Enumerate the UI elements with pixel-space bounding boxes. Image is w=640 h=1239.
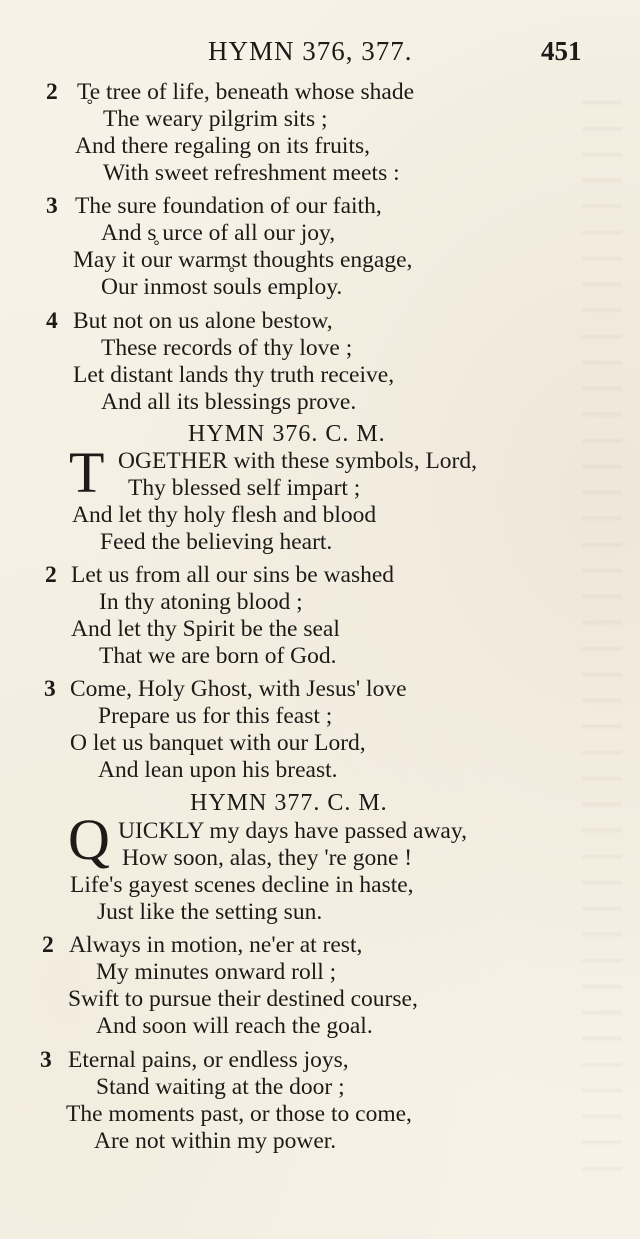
running-title: HYMN 376, 377. — [208, 36, 413, 66]
drop-cap: Q — [68, 807, 110, 872]
bleed-through-texture — [582, 80, 622, 1180]
verse-line: In thy atoning blood ; — [99, 589, 303, 615]
verse-line: And soon will reach the goal. — [96, 1013, 373, 1039]
verse-line: Come, Holy Ghost, with Jesus' love — [70, 676, 407, 702]
verse-line: The sure foundation of our faith, — [75, 193, 382, 219]
verse-line: Feed the believing heart. — [100, 529, 333, 555]
hymn-title: HYMN 376. C. M. — [188, 421, 386, 447]
verse-line: O let us banquet with our Lord, — [70, 730, 366, 756]
verse-line: These records of thy love ; — [101, 335, 353, 361]
verse-line: And let thy holy flesh and blood — [72, 502, 377, 528]
verse-line: And all its blessings prove. — [101, 389, 357, 415]
verse-line: And s̥ urce of all our joy, — [101, 220, 336, 246]
running-head — [0, 36, 640, 70]
verse-line: The weary pilgrim sits ; — [103, 106, 328, 132]
verse-line: Eternal pains, or endless joys, — [68, 1047, 349, 1073]
drop-cap: T — [69, 440, 105, 505]
page-number: 451 — [541, 36, 582, 66]
hymn-title: HYMN 377. C. M. — [190, 790, 388, 816]
verse-line: How soon, alas, they 're gone ! — [122, 845, 413, 871]
verse-line: But not on us alone bestow, — [73, 308, 333, 334]
verse-line: My minutes onward roll ; — [96, 959, 337, 985]
verse-line: Life's gayest scenes decline in haste, — [70, 872, 414, 898]
verse-number: 4 — [46, 308, 58, 334]
verse-line: OGETHER with these symbols, Lord, — [118, 448, 477, 474]
verse-number: 3 — [46, 193, 58, 219]
verse-number: 3 — [40, 1047, 52, 1073]
verse-line: The moments past, or those to come, — [66, 1101, 412, 1127]
verse-line: And there regaling on its fruits, — [75, 133, 370, 159]
verse-line: With sweet refreshment meets : — [103, 160, 400, 186]
verse-line: May it our warm̥st thoughts engage, — [73, 247, 413, 273]
verse-number: 2 — [42, 932, 54, 958]
verse-number: 2 — [46, 79, 58, 105]
verse-number: 3 — [44, 676, 56, 702]
verse-line: T̥e tree of life, beneath whose shade — [77, 79, 414, 105]
verse-line: Let distant lands thy truth receive, — [73, 362, 395, 388]
verse-line: Are not within my power. — [94, 1128, 337, 1154]
verse-line: That we are born of God. — [99, 643, 337, 669]
verse-line: Always in motion, ne'er at rest, — [69, 932, 363, 958]
verse-line: Swift to pursue their destined course, — [68, 986, 418, 1012]
verse-line: UICKLY my days have passed away, — [118, 818, 467, 844]
verse-line: And lean upon his breast. — [98, 757, 338, 783]
verse-number: 2 — [45, 562, 57, 588]
verse-line: Prepare us for this feast ; — [98, 703, 333, 729]
verse-line: Our inmost souls employ. — [101, 274, 343, 300]
verse-line: And let thy Spirit be the seal — [71, 616, 340, 642]
verse-line: Thy blessed self impart ; — [128, 475, 361, 501]
verse-line: Stand waiting at the door ; — [96, 1074, 345, 1100]
verse-line: Just like the setting sun. — [97, 899, 323, 925]
verse-line: Let us from all our sins be washed — [71, 562, 395, 588]
